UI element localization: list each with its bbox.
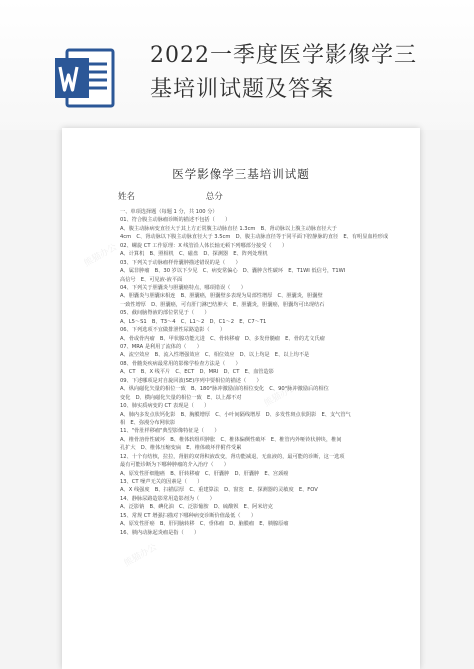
question-line: 08、骨髓炎疾病最常用的影像学检查方法是（ ）	[120, 360, 241, 367]
question-line: 02、螺旋 CT 工作原理：X 线管沿人体长轴无顿下列哪部分接受（ ）	[120, 242, 288, 249]
word-document-icon	[53, 46, 117, 110]
question-line: 10、肺实质病变的 CT 表现是（ ）	[120, 403, 210, 410]
question-line: A、泛影钠 B、碘化油 C、泛影葡胺 D、硫酸钡 E、阿米培克	[120, 504, 273, 511]
question-line: A、胆囊炎与胆囊床相连 B、胆囊癌，胆囊壁多表现为局部性增厚 C、胆囊炎，胆囊壁	[120, 293, 323, 300]
question-line: 13、CT 噪声无关的因素是（ ）	[120, 479, 203, 485]
question-line: 06、下列选项不宜做排泄性尿路造影（ ）	[120, 327, 226, 334]
question-line: 高信号 E、可见液-液平面	[120, 276, 183, 283]
question-line: 01、符合腹主动脉瘤诊断的描述不包括（ ）	[120, 217, 231, 224]
header-banner	[0, 0, 474, 130]
name-score-line	[118, 190, 223, 202]
page-title-line-2: 基培训试题及答案	[150, 77, 335, 102]
question-line: A、属非肿瘤 B、30 岁以下少见 C、病变常偏心 D、囊肿含性碳环 E、T1WI 低信号，T1WI	[120, 268, 346, 275]
watermark: 熊猫办公	[82, 242, 119, 270]
question-line: 最有可能诊断为下哪种肿瘤的介入治疗（ ）	[120, 462, 229, 469]
question-line: 12、十个有结核，拉拉，肾脏的双肾积液改变，肾功能减退，无血液的，最可能的诊断，这一选项	[120, 453, 345, 460]
question-line: 04、下列关于胆囊炎与胆囊癌特点，哪项错误（ ）	[120, 284, 246, 291]
page-title-line-1: 2022一季度医学影像学三	[150, 43, 417, 68]
question-line: A、计算机 B、照相机 C、磁盘 D、探测器 E、阵列处理机	[120, 251, 268, 258]
question-line: A、L5～S1 B、T3～4 C、L1～2 D、C1～2 E、C7～T1	[120, 318, 267, 325]
question-line: 一、单项选择题（每题 1 分，共 100 分）	[120, 209, 218, 215]
question-line: 09、下述哪项是对自旋回波(SE)序列中要相位的描述（ ）	[120, 377, 262, 384]
question-line: A、流空效应 B、流入性增强效应 C、相位效应 D、以上均是 E、以上均不是	[120, 352, 310, 359]
watermark: 熊猫办公	[122, 542, 159, 570]
question-line: 14、静脉尿路造影常用造影剂为（ ）	[120, 495, 215, 502]
score-label: 总分	[205, 192, 223, 202]
document-title: 医学影像学三基培训试题	[172, 167, 310, 181]
question-line: A、原发性肝细胞癌 B、肝转移瘤 C、肝囊肿 D、肝囊肿 E、宫颈癌	[120, 470, 289, 477]
question-line: A、肺内多发点状钙化影 B、胸膜增厚 C、小叶间隔线增厚 D、多发性斑点状阴影 E、支气管气	[120, 411, 351, 418]
question-line: 05、截间脑脊液的部位常见于（ ）	[120, 310, 210, 317]
question-line: A、纵向磁化矢量的相位一致 B、180°脉冲激励前的相位变化 C、90°脉冲激励后的相位	[120, 386, 329, 393]
question-line: A、腹主动脉病变直径大于其上方正常腹主动脉直径 1.3cm B、肾动脉以上腹主动脉直径大于	[120, 225, 337, 232]
question-line: A、原发性肝癌 B、肝同脑转移 C、垂体瘤 D、脑膜瘤 E、胰腺原瘤	[120, 521, 289, 528]
question-line: 07、MRA 是利用了流体的（ ）	[120, 344, 202, 350]
question-line: 相 E、弥漫分布网状影	[120, 419, 176, 426]
watermark: 熊猫办公	[262, 382, 299, 410]
question-list	[120, 208, 398, 537]
question-line: A、X 线强度 B、扫描层厚 C、重建算法 D、窗宽 E、探测器的灵敏度 E、FOV	[120, 487, 318, 494]
document-page	[62, 128, 420, 669]
question-line: 15、常规 CT 增强扫描对下哪种病变诊断价值最低（ ）	[120, 512, 257, 519]
question-line: 一致性增厚 D、胆囊癌，可有肝门淋巴结肿大 E、胆囊炎，胆囊癌，胆囊均可出现结石	[120, 301, 325, 308]
question-line: 变化 D、横向磁化矢量的相位一致 E、以上都不对	[120, 394, 242, 401]
question-line: 孔扩大 D、椎体压缩变扁 E、椎体破坏伴附件受累	[120, 445, 242, 452]
question-line: 11、"骨肚样移瘤"典型影像特征是（ ）	[120, 428, 220, 435]
question-line: 4cm C、肾动脉以下腹主动脉直径大于 3.5cm D、腹主动脉直径等于同平面下腔静脉的直径 E、有明显血栓形成	[120, 234, 389, 241]
name-label: 姓名	[118, 192, 136, 202]
question-line: A、CT B、X 线平片 C、ECT D、MRI D、CT E、血管造影	[120, 369, 274, 376]
question-line: A、椎骨溶骨性破坏 B、椎体软组织肿胀 C、椎体偏侧性破坏 E、椎管内外哑铃状肿块，椎间	[120, 436, 342, 443]
question-line: 16、胰内动脉起炎瘤是指（ ）	[120, 529, 200, 536]
question-line: 03、下列关于动脉瘤样骨囊肿描述错误的是（ ）	[120, 259, 241, 266]
question-line: A、骨或骨内瘤 B、甲状腺功能亢进 C、骨转移瘤 D、多发骨髓瘤 E、骨的尤文氏瘤	[120, 335, 325, 342]
